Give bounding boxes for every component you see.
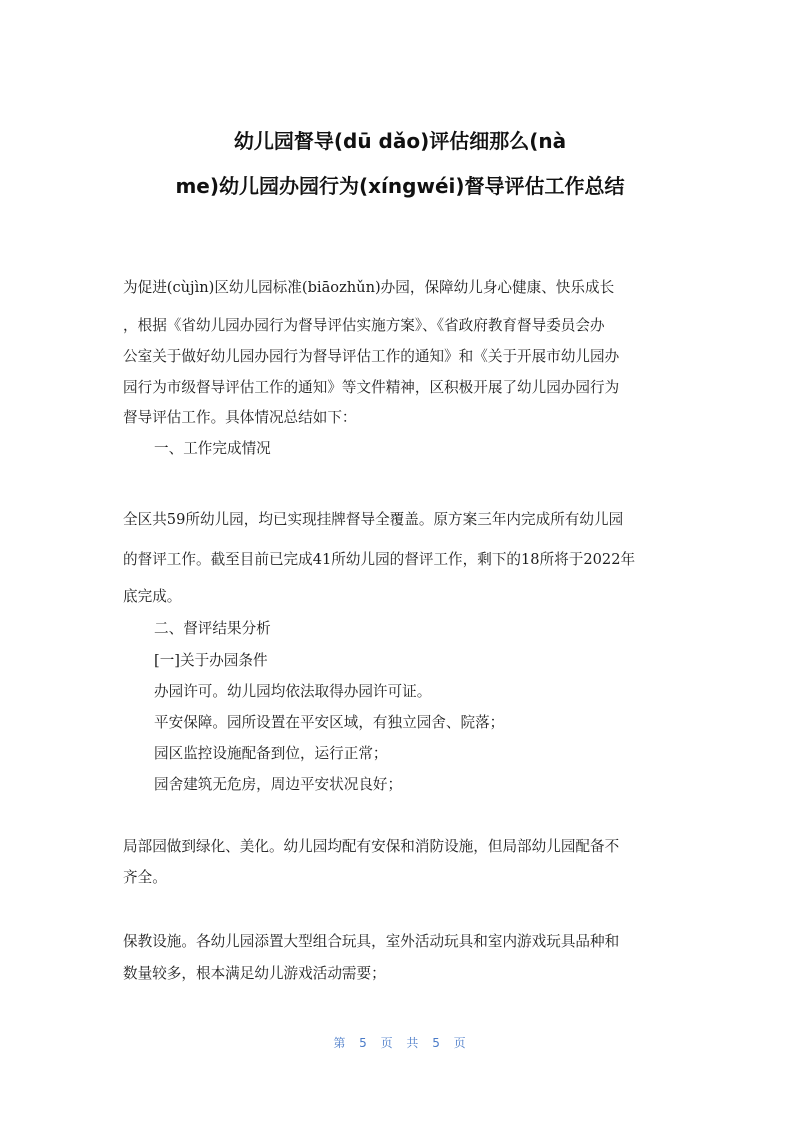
section-heading: 二、督评结果分析 — [154, 620, 271, 637]
paragraph-line: 数量较多，根本满足幼儿游戏活动需要； — [123, 965, 386, 982]
subsection-heading: [一]关于办园条件 — [154, 652, 268, 669]
paragraph-line: 局部园做到绿化、美化。幼儿园均配有安保和消防设施，但局部幼儿园配备不 — [123, 838, 620, 855]
document-title-line-1: 幼儿园督导(dū dǎo)评估细那么(nà — [233, 129, 567, 153]
paragraph-line: 园区监控设施配备到位，运行正常； — [154, 745, 388, 762]
paragraph-line: 园舍建筑无危房，周边平安状况良好； — [154, 776, 403, 793]
page-number-footer: 第 5 页 共 5 页 — [333, 1036, 467, 1050]
section-heading: 一、工作完成情况 — [154, 440, 271, 457]
paragraph-line: 平安保障。园所设置在平安区域，有独立园舍、院落； — [154, 714, 505, 731]
paragraph-line: 底完成。 — [123, 588, 182, 605]
paragraph-line: 齐全。 — [123, 869, 167, 886]
paragraph-line: 全区共59所幼儿园，均已实现挂牌督导全覆盖。原方案三年内完成所有幼儿园 — [123, 511, 624, 528]
paragraph-line: 为促进(cùjìn)区幼儿园标准(biāozhǔn)办园，保障幼儿身心健康、快乐成长 — [123, 279, 615, 296]
paragraph-line: 的督评工作。截至目前已完成41所幼儿园的督评工作，剩下的18所将于2022年 — [123, 551, 636, 568]
paragraph-line: ，根据《省幼儿园办园行为督导评估实施方案》、《省政府教育督导委员会办 — [123, 317, 605, 334]
paragraph-line: 督导评估工作。具体情况总结如下： — [123, 409, 357, 426]
paragraph-line: 保教设施。各幼儿园添置大型组合玩具，室外活动玩具和室内游戏玩具品种和 — [123, 933, 620, 950]
paragraph-line: 办园许可。幼儿园均依法取得办园许可证。 — [154, 683, 432, 700]
paragraph-line: 园行为市级督导评估工作的通知》等文件精神，区积极开展了幼儿园办园行为 — [123, 379, 620, 396]
paragraph-line: 公室关于做好幼儿园办园行为督导评估工作的通知》和《关于开展市幼儿园办 — [123, 348, 620, 365]
document-title-line-2: me)幼儿园办园行为(xíngwéi)督导评估工作总结 — [175, 174, 625, 198]
